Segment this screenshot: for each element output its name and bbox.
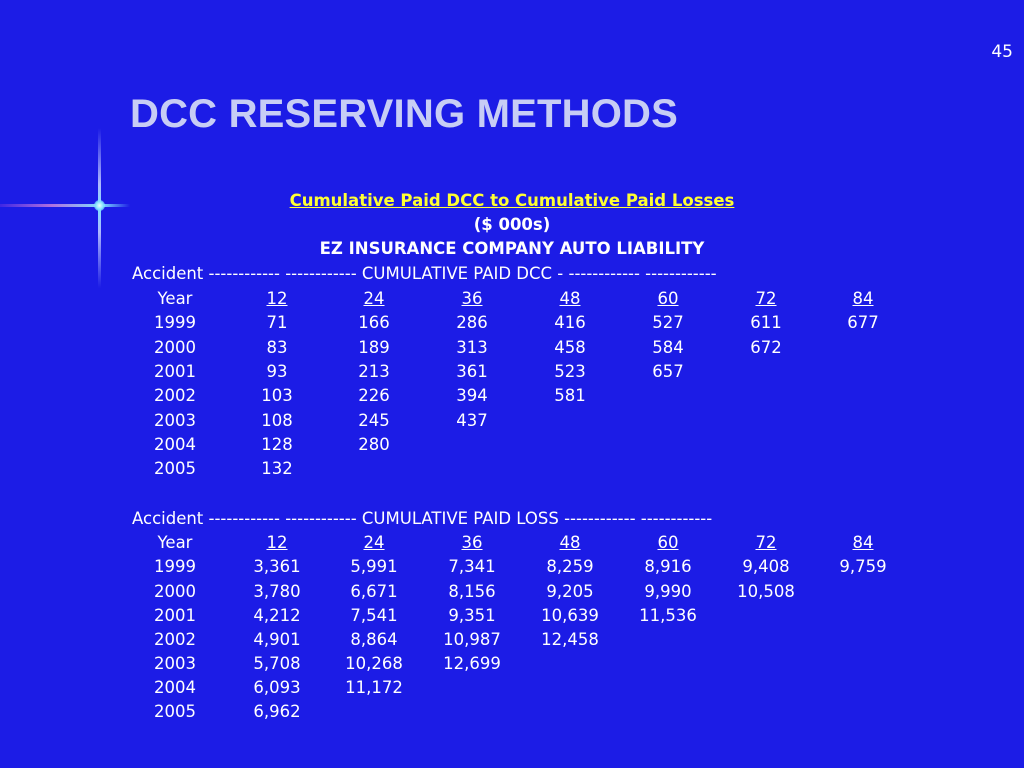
accident-year: 2004 bbox=[154, 435, 196, 454]
accident-year: 2001 bbox=[154, 606, 196, 625]
table-cell: 437 bbox=[456, 411, 488, 430]
table-cell: 132 bbox=[261, 459, 293, 478]
table-cell: 677 bbox=[847, 313, 879, 332]
table-cell: 313 bbox=[456, 338, 488, 357]
table-cell: 245 bbox=[358, 411, 390, 430]
table-cell: 71 bbox=[266, 313, 288, 332]
table-cell: 6,671 bbox=[350, 582, 398, 601]
table-row bbox=[0, 311, 1024, 336]
loss-header-row bbox=[0, 531, 1024, 556]
age-header: 12 bbox=[266, 533, 288, 552]
table-cell: 8,864 bbox=[350, 630, 398, 649]
age-header: 60 bbox=[657, 533, 679, 552]
year-header: Year bbox=[157, 289, 193, 308]
table-cell: 672 bbox=[750, 338, 782, 357]
table-row bbox=[0, 433, 1024, 458]
table-row bbox=[0, 652, 1024, 677]
table-cell: 5,708 bbox=[253, 654, 301, 673]
table-cell: 11,536 bbox=[639, 606, 697, 625]
slide-number: 45 bbox=[991, 42, 1013, 62]
accident-year: 2000 bbox=[154, 582, 196, 601]
accident-year: 1999 bbox=[154, 557, 196, 576]
table-cell: 361 bbox=[456, 362, 488, 381]
table-cell: 213 bbox=[358, 362, 390, 381]
age-header: 36 bbox=[461, 533, 483, 552]
table-row bbox=[0, 409, 1024, 434]
table-cell: 611 bbox=[750, 313, 782, 332]
table-cell: 3,780 bbox=[253, 582, 301, 601]
table-cell: 166 bbox=[358, 313, 390, 332]
table-cell: 9,408 bbox=[742, 557, 790, 576]
accident-year: 2002 bbox=[154, 386, 196, 405]
table-cell: 12,699 bbox=[443, 654, 501, 673]
accident-year: 2002 bbox=[154, 630, 196, 649]
table-cell: 226 bbox=[358, 386, 390, 405]
table-row bbox=[0, 384, 1024, 409]
accident-year: 2001 bbox=[154, 362, 196, 381]
age-header: 12 bbox=[266, 289, 288, 308]
age-header: 24 bbox=[363, 533, 385, 552]
units-label: ($ 000s) bbox=[473, 215, 551, 234]
dcc-section-label: Accident ------------ ------------ CUMULATIVE PAID DCC - ------------ ------------ bbox=[132, 264, 717, 283]
age-header: 60 bbox=[657, 289, 679, 308]
table-cell: 657 bbox=[652, 362, 684, 381]
table-row bbox=[0, 457, 1024, 482]
table-cell: 7,341 bbox=[448, 557, 496, 576]
age-header: 72 bbox=[755, 533, 777, 552]
table-cell: 581 bbox=[554, 386, 586, 405]
accident-year: 2004 bbox=[154, 678, 196, 697]
table-cell: 8,259 bbox=[546, 557, 594, 576]
table-cell: 10,639 bbox=[541, 606, 599, 625]
table-cell: 10,987 bbox=[443, 630, 501, 649]
table-cell: 103 bbox=[261, 386, 293, 405]
accident-year: 2005 bbox=[154, 702, 196, 721]
table-cell: 9,351 bbox=[448, 606, 496, 625]
table-row bbox=[0, 580, 1024, 605]
table-cell: 11,172 bbox=[345, 678, 403, 697]
table-cell: 6,093 bbox=[253, 678, 301, 697]
table-cell: 108 bbox=[261, 411, 293, 430]
age-header: 84 bbox=[852, 289, 874, 308]
table-row bbox=[0, 604, 1024, 629]
table-cell: 527 bbox=[652, 313, 684, 332]
table-row bbox=[0, 360, 1024, 385]
table-cell: 584 bbox=[652, 338, 684, 357]
table-cell: 458 bbox=[554, 338, 586, 357]
table-title: Cumulative Paid DCC to Cumulative Paid Losses bbox=[289, 191, 735, 210]
table-cell: 3,361 bbox=[253, 557, 301, 576]
table-cell: 9,759 bbox=[839, 557, 887, 576]
dcc-header-row bbox=[0, 287, 1024, 312]
table-cell: 9,205 bbox=[546, 582, 594, 601]
table-row bbox=[0, 628, 1024, 653]
table-cell: 128 bbox=[261, 435, 293, 454]
table-row bbox=[0, 336, 1024, 361]
table-cell: 4,901 bbox=[253, 630, 301, 649]
slide-title: DCC RESERVING METHODS bbox=[130, 92, 678, 136]
table-cell: 286 bbox=[456, 313, 488, 332]
age-header: 84 bbox=[852, 533, 874, 552]
table-row bbox=[0, 555, 1024, 580]
age-header: 36 bbox=[461, 289, 483, 308]
table-cell: 7,541 bbox=[350, 606, 398, 625]
accident-year: 1999 bbox=[154, 313, 196, 332]
table-cell: 8,916 bbox=[644, 557, 692, 576]
year-header: Year bbox=[157, 533, 193, 552]
accident-year: 2003 bbox=[154, 654, 196, 673]
table-cell: 93 bbox=[266, 362, 288, 381]
loss-section-label: Accident ------------ ------------ CUMULATIVE PAID LOSS ------------ ------------ bbox=[132, 509, 713, 528]
table-cell: 10,508 bbox=[737, 582, 795, 601]
table-cell: 83 bbox=[266, 338, 288, 357]
company-label: EZ INSURANCE COMPANY AUTO LIABILITY bbox=[319, 239, 705, 258]
table-row bbox=[0, 700, 1024, 725]
accident-year: 2005 bbox=[154, 459, 196, 478]
table-cell: 189 bbox=[358, 338, 390, 357]
table-cell: 8,156 bbox=[448, 582, 496, 601]
age-header: 72 bbox=[755, 289, 777, 308]
table-cell: 12,458 bbox=[541, 630, 599, 649]
table-cell: 394 bbox=[456, 386, 488, 405]
table-cell: 280 bbox=[358, 435, 390, 454]
table-cell: 416 bbox=[554, 313, 586, 332]
table-cell: 4,212 bbox=[253, 606, 301, 625]
age-header: 48 bbox=[559, 289, 581, 308]
table-row bbox=[0, 676, 1024, 701]
table-cell: 9,990 bbox=[644, 582, 692, 601]
age-header: 24 bbox=[363, 289, 385, 308]
table-cell: 10,268 bbox=[345, 654, 403, 673]
table-cell: 6,962 bbox=[253, 702, 301, 721]
table-cell: 5,991 bbox=[350, 557, 398, 576]
accident-year: 2000 bbox=[154, 338, 196, 357]
table-cell: 523 bbox=[554, 362, 586, 381]
age-header: 48 bbox=[559, 533, 581, 552]
accident-year: 2003 bbox=[154, 411, 196, 430]
